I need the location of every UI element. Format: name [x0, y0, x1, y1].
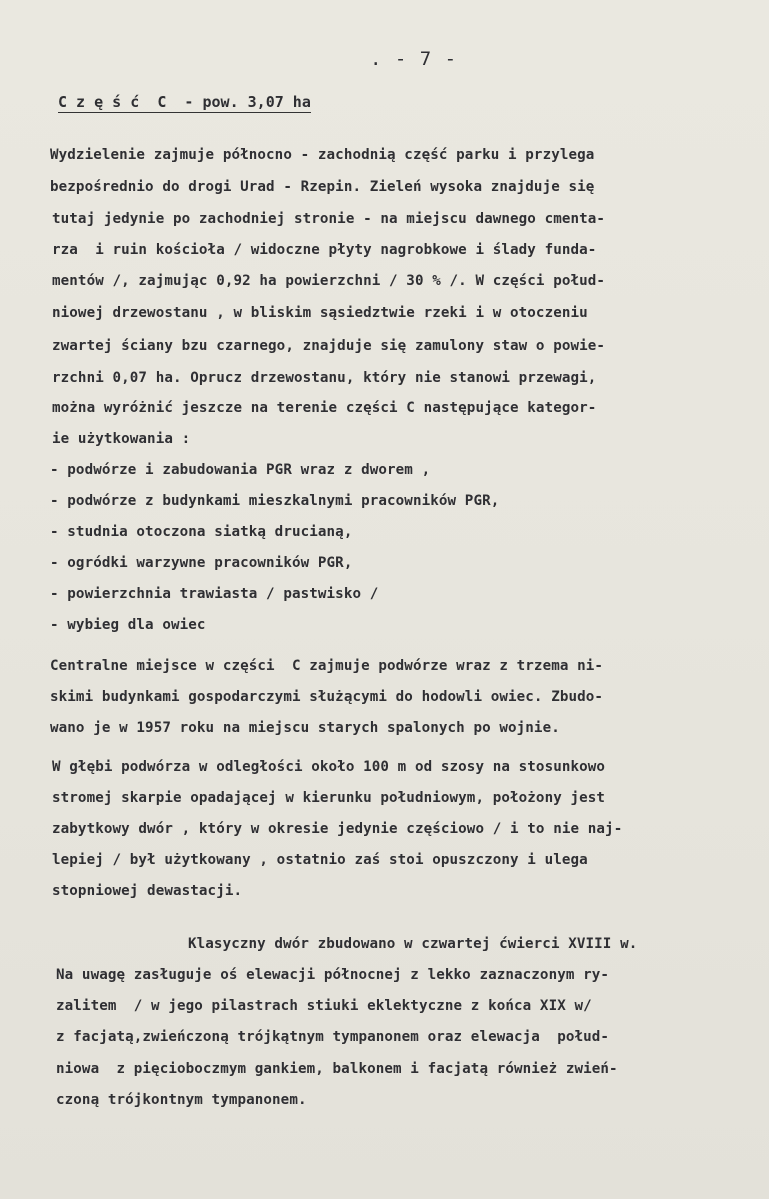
- paragraph-line: rza i ruin kościoła / widoczne płyty nagrobkowe i ślady funda-: [52, 242, 597, 258]
- paragraph-line: można wyróżnić jeszcze na terenie części C następujące kategor-: [52, 400, 597, 416]
- paragraph-line: ie użytkowania :: [52, 431, 191, 447]
- paragraph-line: z facjatą,zwieńczoną trójkątnym tympanonem oraz elewacja połud-: [56, 1029, 610, 1045]
- list-item: - powierzchnia trawiasta / pastwisko /: [50, 586, 379, 602]
- paragraph-line: wano je w 1957 roku na miejscu starych spalonych po wojnie.: [50, 720, 560, 736]
- paragraph-line: czoną trójkontnym tympanonem.: [56, 1092, 307, 1108]
- list-item: - studnia otoczona siatką drucianą,: [50, 524, 353, 540]
- paragraph-line: stopniowej dewastacji.: [52, 883, 243, 899]
- list-item: - podwórze i zabudowania PGR wraz z dworem ,: [50, 462, 431, 478]
- paragraph-line: rzchni 0,07 ha. Oprucz drzewostanu, który nie stanowi przewagi,: [52, 370, 597, 386]
- paragraph-line: W głębi podwórza w odległości około 100 m od szosy na stosunkowo: [52, 759, 606, 775]
- paragraph-line: zabytkowy dwór , który w okresie jedynie częściowo / i to nie naj-: [52, 821, 623, 837]
- list-item: - ogródki warzywne pracowników PGR,: [50, 555, 353, 571]
- paragraph-line: tutaj jedynie po zachodniej stronie - na miejscu dawnego cmenta-: [52, 211, 606, 227]
- paragraph-line: Klasyczny dwór zbudowano w czwartej ćwierci XVIII w.: [188, 936, 638, 952]
- paragraph-line: lepiej / był użytkowany , ostatnio zaś stoi opuszczony i ulega: [52, 852, 588, 868]
- paragraph-line: zwartej ściany bzu czarnego, znajduje się zamulony staw o powie-: [52, 338, 606, 354]
- list-item: - podwórze z budynkami mieszkalnymi pracowników PGR,: [50, 493, 500, 509]
- paragraph-line: skimi budynkami gospodarczymi służącymi do hodowli owiec. Zbudo-: [50, 689, 604, 705]
- paragraph-line: Centralne miejsce w części C zajmuje podwórze wraz z trzema ni-: [50, 658, 604, 674]
- paragraph-line: niowej drzewostanu , w bliskim sąsiedztwie rzeki i w otoczeniu: [52, 305, 588, 321]
- paragraph-line: Wydzielenie zajmuje północno - zachodnią część parku i przylega: [50, 147, 595, 163]
- paragraph-line: niowa z pięcioboczmym gankiem, balkonem i facjatą również zwień-: [56, 1061, 618, 1077]
- paragraph-line: Na uwagę zasługuje oś elewacji północnej z lekko zaznaczonym ry-: [56, 967, 610, 983]
- paragraph-line: bezpośrednio do drogi Urad - Rzepin. Zieleń wysoka znajduje się: [50, 179, 595, 195]
- section-heading: C z ę ś ć C - pow. 3,07 ha: [58, 93, 311, 111]
- paragraph-line: stromej skarpie opadającej w kierunku południowym, położony jest: [52, 790, 606, 806]
- list-item: - wybieg dla owiec: [50, 617, 206, 633]
- paragraph-line: mentów /, zajmując 0,92 ha powierzchni / 30 % /. W części połud-: [52, 273, 606, 289]
- paragraph-line: zalitem / w jego pilastrach stiuki eklektyczne z końca XIX w/: [56, 998, 592, 1014]
- page-number: . - 7 -: [369, 48, 458, 70]
